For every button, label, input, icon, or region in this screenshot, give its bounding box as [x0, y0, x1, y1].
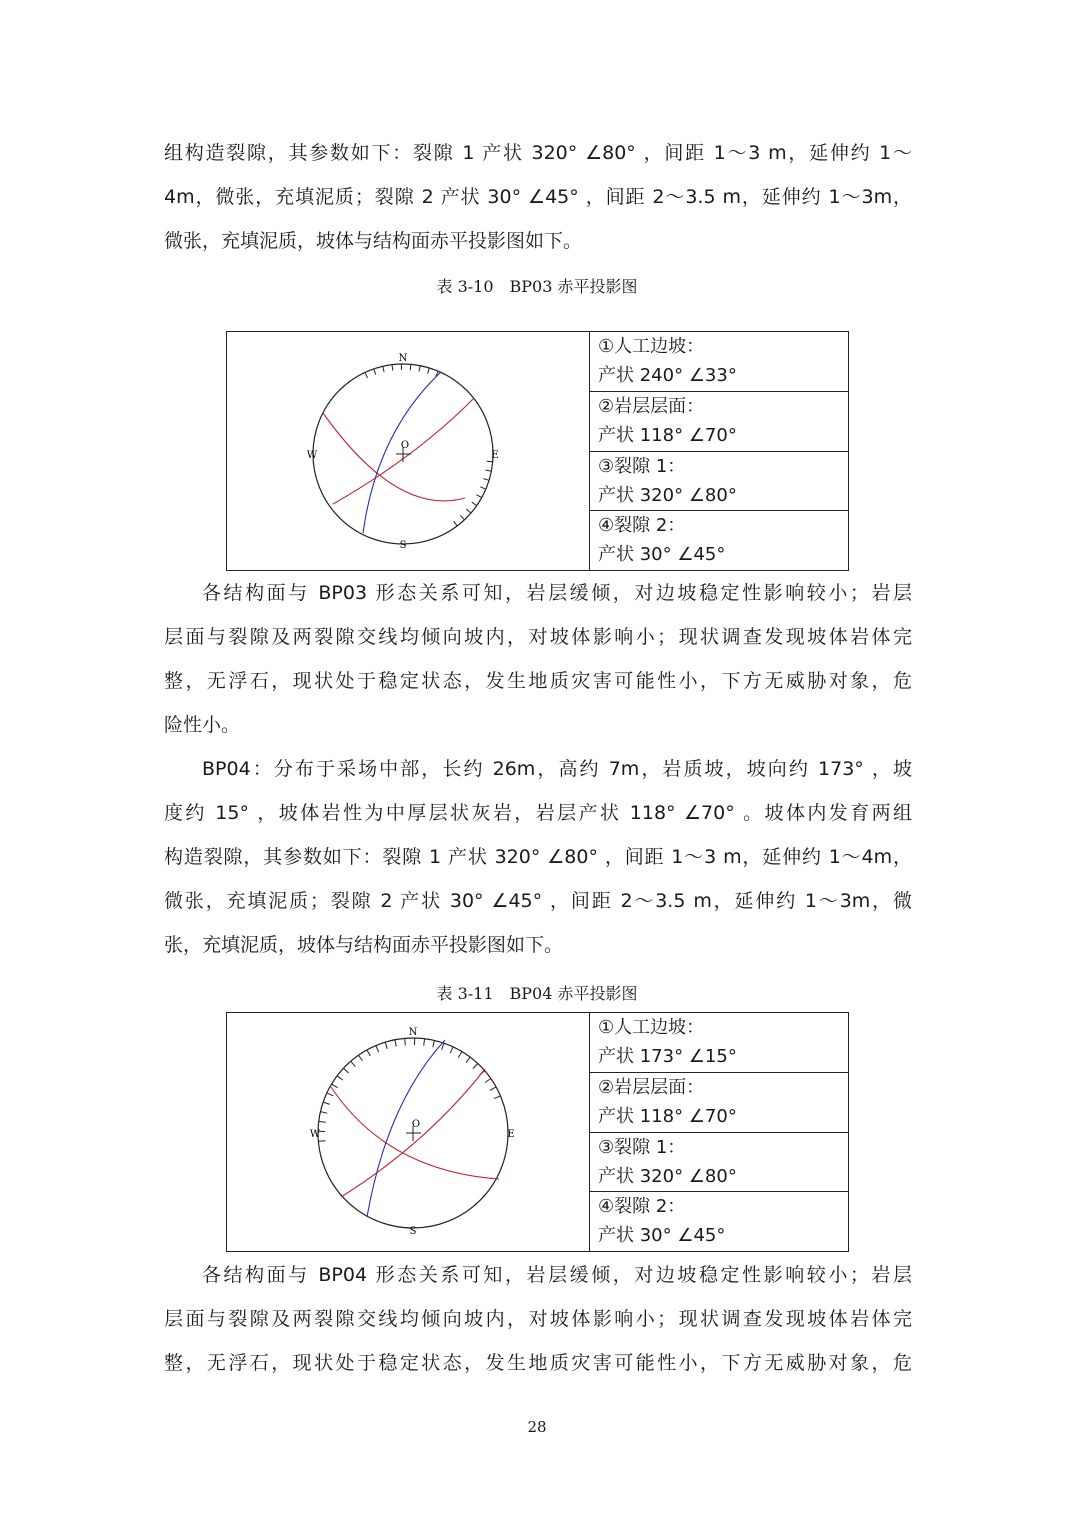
tick-mark — [320, 1112, 327, 1114]
text-line: 各结构面与 BP03 形态关系可知，岩层缓倾，对边坡稳定性影响较小；岩层 — [202, 582, 912, 604]
tick-mark — [365, 372, 368, 378]
center-label: O — [400, 440, 410, 451]
east-label: E — [491, 450, 499, 461]
paragraph-bp04-analysis — [164, 1253, 912, 1385]
great-circle-fracture-1 — [363, 372, 441, 533]
tick-mark — [323, 1102, 330, 1104]
tick-mark — [485, 1079, 491, 1083]
north-label: N — [408, 1027, 418, 1038]
legend-cell-bedding — [590, 1072, 849, 1132]
tick-mark — [385, 1042, 387, 1049]
legend-cell-fracture-1 — [590, 451, 849, 511]
center-label: O — [411, 1119, 421, 1130]
paragraph-bp03-fractures — [164, 131, 912, 263]
tick-mark — [428, 368, 430, 374]
tick-mark — [367, 1050, 370, 1056]
legend-attitude: 产状 240° ∠33° — [598, 365, 737, 386]
tick-mark — [477, 495, 482, 498]
paragraph-bp03-analysis — [164, 571, 912, 747]
stereonet-figure-cell — [227, 1013, 590, 1252]
tick-mark — [472, 502, 477, 505]
table-caption-3-10: 表 3-10 BP03 赤平投影图 — [436, 277, 638, 296]
legend-title: ③裂隙 1： — [598, 1136, 686, 1158]
great-circle-fracture-1 — [367, 1040, 445, 1217]
legend-attitude: 产状 173° ∠15° — [598, 1046, 737, 1067]
tick-mark — [473, 1064, 478, 1069]
text-line: 度约 15° ，坡体岩性为中厚层状灰岩，岩层产状 118° ∠70° 。坡体内发育两组 — [164, 802, 912, 824]
tick-mark — [486, 470, 492, 471]
tick-mark — [450, 1047, 453, 1053]
table-caption-3-11: 表 3-11 BP04 赤平投影图 — [436, 984, 638, 1003]
legend-cell-fracture-2 — [590, 511, 849, 571]
stereonet-bp03 — [227, 332, 589, 570]
tick-mark — [392, 365, 393, 371]
tick-mark — [410, 364, 411, 370]
west-label: W — [306, 450, 318, 461]
west-label: W — [309, 1129, 321, 1140]
tick-mark — [318, 1141, 325, 1142]
text-line: 层面与裂隙及两裂隙交线均倾向坡内，对坡体影响小；现状调查发现坡体岩体完 — [164, 626, 912, 648]
east-label: E — [507, 1129, 515, 1140]
legend-title: ③裂隙 1： — [598, 455, 686, 477]
tick-mark — [494, 1096, 500, 1099]
tick-mark — [374, 369, 376, 375]
legend-attitude: 产状 118° ∠70° — [598, 424, 737, 446]
tick-mark — [487, 461, 493, 462]
legend-title: ①人工边坡： — [598, 336, 705, 357]
tick-mark — [466, 1057, 470, 1063]
text-line: 构造裂隙，其参数如下：裂隙 1 产状 320° ∠80° ，间距 1～3 m，延伸约 1～4m， — [164, 846, 912, 868]
text-line: 险性小。 — [164, 714, 241, 736]
text-line: 张，充填泥质，坡体与结构面赤平投影图如下。 — [164, 934, 564, 956]
tick-mark — [376, 1046, 379, 1052]
tick-mark — [332, 1084, 338, 1088]
legend-title: ④裂隙 2： — [598, 1196, 686, 1218]
legend-attitude: 产状 320° ∠80° — [598, 1165, 737, 1187]
tick-mark — [405, 1038, 406, 1045]
legend-title: ④裂隙 2： — [598, 515, 686, 537]
text-line: 整，无浮石，现状处于稳定状态，发生地质灾害可能性小，下方无威胁对象，危 — [164, 1352, 912, 1374]
text-line: 层面与裂隙及两裂隙交线均倾向坡内，对坡体影响小；现状调查发现坡体岩体完 — [164, 1308, 912, 1330]
stereonet-table-bp03 — [226, 331, 849, 571]
tick-mark — [480, 487, 486, 489]
tick-mark — [454, 521, 458, 526]
slope-tick-marks — [365, 364, 493, 526]
tick-mark — [466, 509, 471, 513]
legend-title: ①人工边坡： — [598, 1017, 705, 1038]
legend-attitude: 产状 30° ∠45° — [598, 544, 726, 566]
tick-mark — [351, 1061, 356, 1066]
legend-cell-bedding — [590, 391, 849, 451]
text-line: 整，无浮石，现状处于稳定状态，发生地质灾害可能性小，下方无威胁对象，危 — [164, 670, 912, 692]
legend-cell-slope — [590, 1013, 849, 1073]
legend-cell-slope — [590, 332, 849, 392]
tick-mark — [395, 1040, 396, 1047]
text-line: 微张，充填泥质，坡体与结构面赤平投影图如下。 — [164, 230, 583, 252]
legend-attitude: 产状 320° ∠80° — [598, 484, 737, 506]
paragraph-bp04-description — [164, 747, 912, 967]
tick-mark — [344, 1068, 349, 1073]
stereonet-bp04 — [227, 1013, 589, 1251]
tick-mark — [483, 479, 489, 481]
legend-title: ②岩层层面： — [598, 1076, 705, 1098]
legend-attitude: 产状 118° ∠70° — [598, 1105, 737, 1127]
page-number: 28 — [527, 1418, 547, 1436]
south-label: S — [399, 540, 407, 551]
tick-mark — [419, 366, 420, 372]
tick-mark — [337, 1076, 343, 1080]
legend-attitude: 产状 30° ∠45° — [598, 1225, 726, 1247]
legend-title: ②岩层层面： — [598, 395, 705, 417]
north-label: N — [398, 353, 408, 364]
south-label: S — [409, 1226, 417, 1237]
text-line: 微张，充填泥质；裂隙 2 产状 30° ∠45° ，间距 2～3.5 m，延伸约 1～3m，微 — [164, 890, 912, 912]
legend-cell-fracture-2 — [590, 1192, 849, 1252]
tick-mark — [359, 1055, 363, 1061]
legend-cell-fracture-1 — [590, 1132, 849, 1192]
tick-mark — [327, 1093, 333, 1096]
tick-mark — [424, 1039, 425, 1046]
text-line: 组构造裂隙，其参数如下：裂隙 1 产状 320° ∠80° ，间距 1～3 m，延伸约 1～ — [164, 142, 912, 164]
text-line: 各结构面与 BP04 形态关系可知，岩层缓倾，对边坡稳定性影响较小；岩层 — [202, 1264, 912, 1286]
stereonet-figure-cell — [227, 332, 590, 571]
tick-mark — [383, 366, 384, 372]
text-line: BP04：分布于采场中部，长约 26m，高约 7m，岩质坡，坡向约 173° ，坡 — [202, 758, 912, 780]
tick-mark — [458, 1052, 462, 1058]
tick-mark — [433, 1040, 435, 1047]
stereonet-table-bp04 — [226, 1012, 849, 1252]
tick-mark — [319, 1121, 326, 1122]
tick-mark — [460, 515, 464, 519]
text-line: 4m，微张，充填泥质；裂隙 2 产状 30° ∠45° ，间距 2～3.5 m，延伸约 1～3m， — [164, 186, 912, 208]
tick-mark — [490, 1087, 496, 1090]
